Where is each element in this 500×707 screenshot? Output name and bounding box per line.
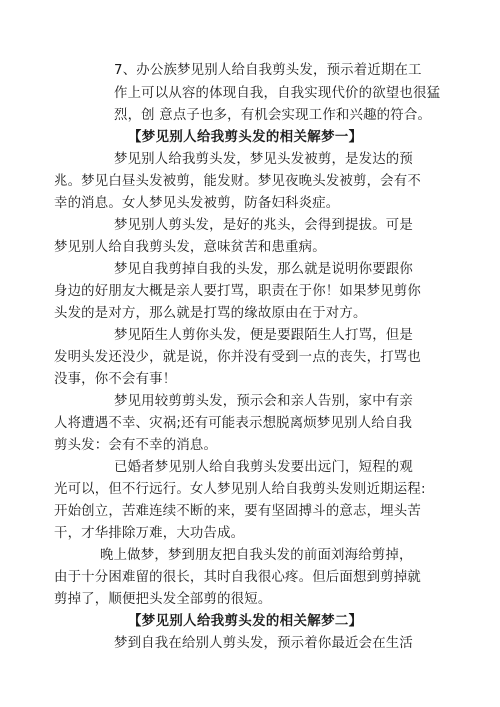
text-line: 人将遭遇不幸、灾祸;还有可能表示想脱离烦梦见别人给自我: [54, 416, 413, 431]
text-line: 剪掉了，顺便把头发全部剪的很短。: [54, 592, 272, 607]
text-line: 由于十分困难留的很长，其时自我很心疼。但后面想到剪掉就: [54, 570, 421, 585]
text-line: 梦见陌生人剪你头发，便是要跟陌生人打骂，但是: [114, 328, 413, 343]
text-line: 没事，你不会有事！: [54, 372, 177, 387]
text-line: 幸的消息。女人梦见头发被剪，防备妇科炎症。: [54, 196, 340, 211]
section-heading: 【梦见别人给我剪头发的相关解梦一】: [128, 130, 363, 145]
text-line: 梦见别人给我剪头发，梦见头发被剪，是发达的预: [114, 152, 413, 167]
text-line: 身边的好朋友大概是亲人要打骂，职责在于你！如果梦见剪你: [54, 284, 421, 299]
text-line: 梦见自我剪掉自我的头发，那么就是说明你要跟你: [114, 262, 413, 277]
text-line: 梦见用较剪剪头发，预示会和亲人告别，家中有亲: [114, 394, 413, 409]
text-line: 梦见别人剪头发，是好的兆头，会得到提拔。可是: [114, 218, 413, 233]
text-line: 干，才华排除万难，大功告成。: [54, 526, 245, 541]
text-line: 剪头发：会有不幸的消息。: [54, 438, 218, 453]
text-line: 已婚者梦见别人给自我剪头发要出远门，短程的观: [114, 460, 413, 475]
text-line: 头发的是对方，那么就是打骂的缘故原由在于对方。: [54, 306, 367, 321]
text-line: 兆。梦见白昼头发被剪，能发财。梦见夜晚头发被剪，会有不: [54, 174, 421, 189]
text-line: 光可以，但不行远行。女人梦见别人给自我剪头发则近期运程:: [54, 482, 426, 497]
text-line: 梦见别人给自我剪头发，意味贫苦和患重病。: [54, 240, 326, 255]
text-line: 晚上做梦，梦到朋友把自我头发的前面刘海给剪掉，: [100, 548, 413, 563]
text-line: 7、办公族梦见别人给自我剪头发，预示着近期在工: [114, 63, 422, 78]
text-line: 发明头发还没少，就是说，你并没有受到一点的丧失，打骂也: [54, 350, 421, 365]
text-line: 作上可以从容的体现自我，自我实现代价的欲望也很猛: [114, 86, 441, 101]
section-heading: 【梦见别人给我剪头发的相关解梦二】: [128, 614, 363, 629]
text-line: 梦到自我在给别人剪头发，预示着你最近会在生活: [114, 636, 413, 651]
text-line: 开始创立，苦难连续不断的来，要有坚固搏斗的意志，埋头苦: [54, 504, 421, 519]
text-line: 烈，创 意点子也多，有机会实现工作和兴趣的符合。: [114, 108, 432, 123]
